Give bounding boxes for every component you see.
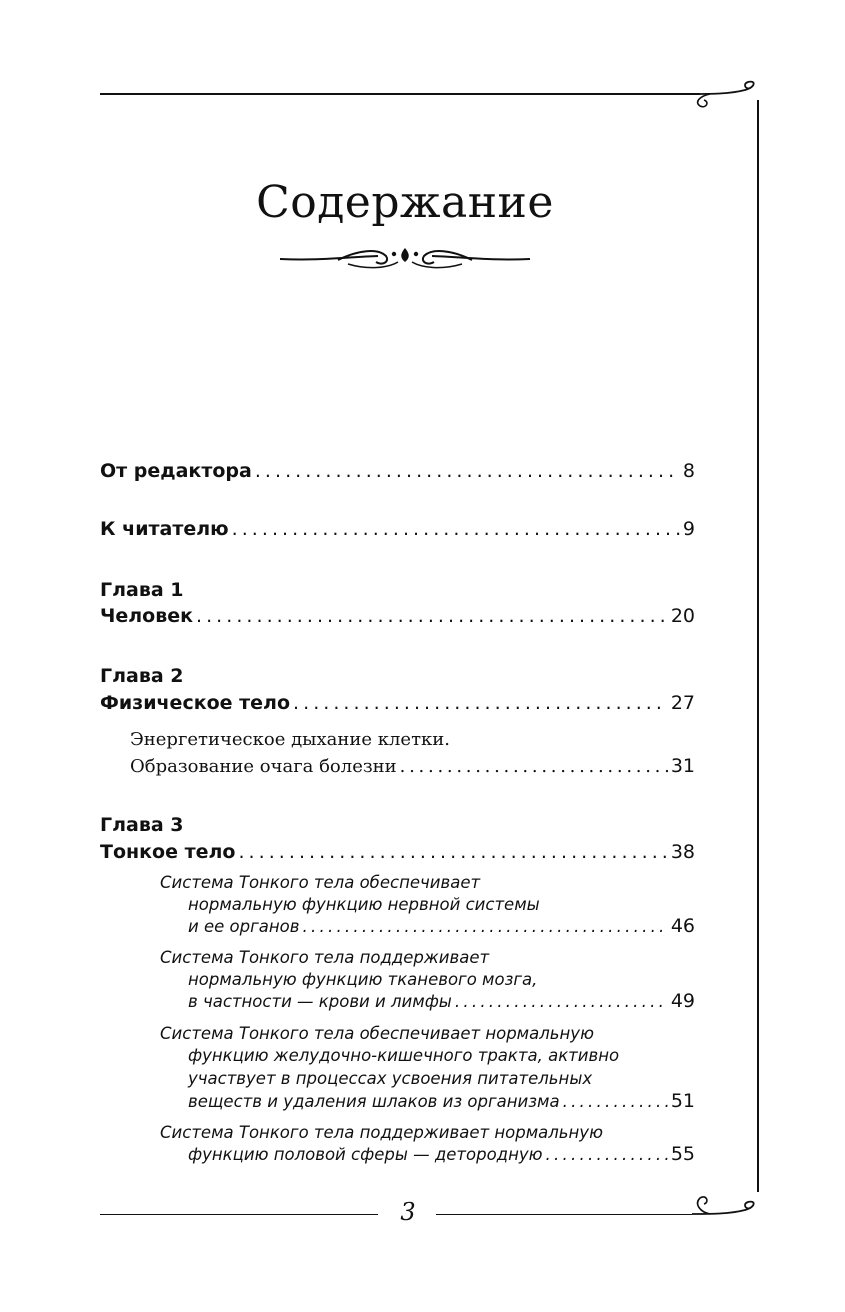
toc-subentry-nervous-system[interactable] <box>188 915 695 938</box>
toc-subentry-title: веществ и удаления шлаков из организма <box>188 1092 560 1111</box>
toc-subentry-line: участвует в процессах усвоения питательных <box>188 1069 593 1088</box>
toc-subentry-title: и ее органов <box>188 917 300 936</box>
dot-leader <box>302 915 667 938</box>
toc-subentry-line: Система Тонкого тела поддерживает <box>160 948 490 967</box>
toc-entry-chapter-1[interactable] <box>100 603 695 629</box>
dot-leader <box>238 839 667 865</box>
chapter-label: Глава 2 <box>100 665 184 687</box>
toc-page-number: 9 <box>682 518 695 540</box>
toc-page-number: 49 <box>670 990 695 1012</box>
dot-leader <box>563 1090 668 1113</box>
frame-top-rule <box>100 93 700 95</box>
dot-leader <box>546 1143 668 1166</box>
toc-entry-title: Физическое тело <box>100 692 291 714</box>
dot-leader <box>196 603 668 629</box>
toc-subentry-blood-lymph[interactable] <box>188 990 695 1013</box>
toc-entry-title: От редактора <box>100 460 252 482</box>
chapter-label: Глава 3 <box>100 814 184 836</box>
toc-subentry-line: Система Тонкого тела обеспечивает <box>160 873 481 892</box>
dot-leader <box>232 516 680 542</box>
toc-entry-title: Человек <box>100 605 194 627</box>
dot-leader <box>455 990 668 1013</box>
page-folio: 3 <box>400 1198 416 1226</box>
flourish-ornament-icon <box>278 244 532 274</box>
page-title: Содержание <box>256 177 554 229</box>
toc-subentry-title: Образование очага болезни <box>130 756 397 777</box>
toc-subentry-cell-energy[interactable] <box>130 753 695 780</box>
toc-page-number: 20 <box>670 605 695 627</box>
dot-leader <box>255 458 680 484</box>
toc-page-number: 8 <box>682 460 695 482</box>
toc-page-number: 31 <box>670 755 695 777</box>
toc-subentry-digestive[interactable] <box>188 1090 695 1113</box>
toc-subentry-line: Система Тонкого тела обеспечивает нормальную <box>160 1024 594 1043</box>
toc-subentry-line: Энергетическое дыхание клетки. <box>130 729 451 750</box>
toc-page-number: 27 <box>670 692 695 714</box>
toc-page-number: 46 <box>670 915 695 937</box>
toc-subentry-line: нормальную функцию тканевого мозга, <box>188 970 538 989</box>
chapter-label: Глава 1 <box>100 579 184 601</box>
corner-flourish-icon <box>690 80 760 110</box>
toc-page-number: 55 <box>670 1143 695 1165</box>
dot-leader <box>400 754 668 780</box>
toc-subentry-line: функцию желудочно-кишечного тракта, активно <box>188 1046 620 1065</box>
footer-rule-left <box>100 1214 378 1215</box>
corner-flourish-icon <box>690 1190 760 1220</box>
footer-rule-right <box>436 1214 692 1215</box>
toc-subentry-line: нормальную функцию нервной системы <box>188 895 540 914</box>
frame-right-rule <box>757 100 759 1192</box>
toc-entry-title: Тонкое тело <box>100 841 236 863</box>
toc-subentry-title: в частности — крови и лимфы <box>188 992 452 1011</box>
toc-entry-editor[interactable] <box>100 458 695 484</box>
toc-entry-chapter-2[interactable] <box>100 690 695 716</box>
toc-entry-reader[interactable] <box>100 516 695 542</box>
toc-subentry-reproductive[interactable] <box>188 1143 695 1166</box>
dot-leader <box>293 690 668 716</box>
toc-page-number: 38 <box>670 841 695 863</box>
toc-page-number: 51 <box>670 1090 695 1112</box>
toc-subentry-line: Система Тонкого тела поддерживает нормальную <box>160 1123 603 1142</box>
toc-subentry-title: функцию половой сферы — детородную <box>188 1145 543 1164</box>
toc-entry-chapter-3[interactable] <box>100 839 695 865</box>
toc-entry-title: К читателю <box>100 518 229 540</box>
